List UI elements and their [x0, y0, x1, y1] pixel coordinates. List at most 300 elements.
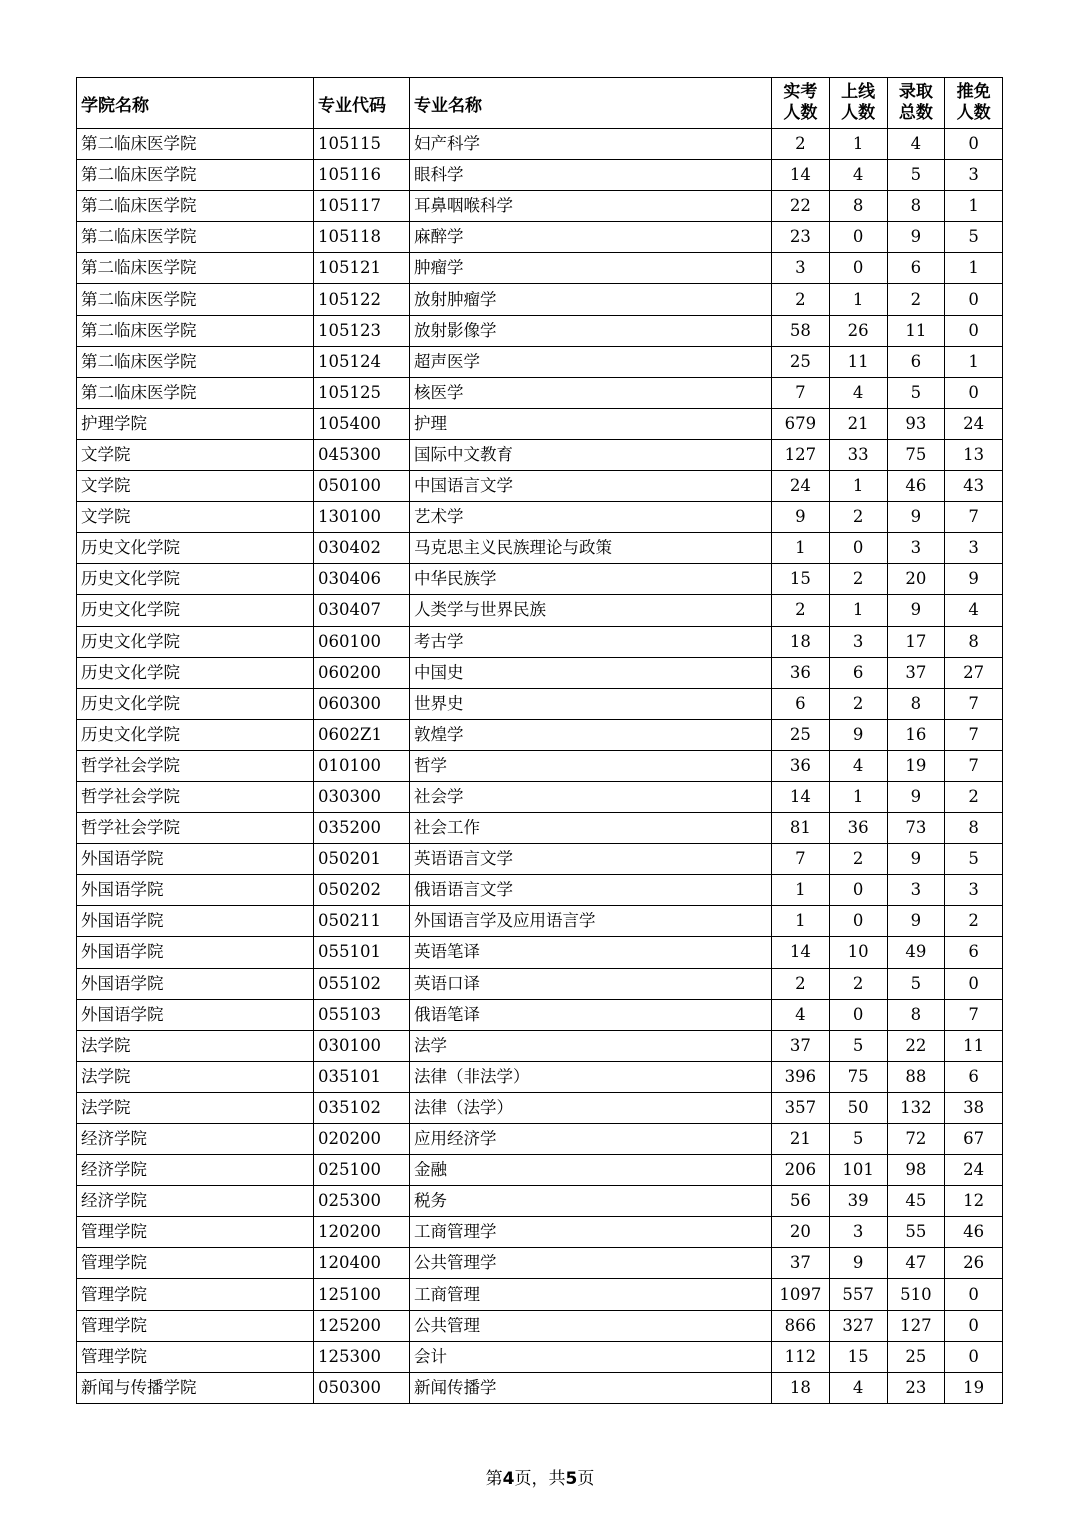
- cell-exempt-count: 5: [945, 844, 1003, 875]
- table-row: [77, 1341, 1003, 1372]
- cell-school-name: 管理学院: [77, 1279, 314, 1310]
- cell-exempt-count: 12: [945, 1186, 1003, 1217]
- cell-major-name: 人类学与世界民族: [410, 595, 772, 626]
- cell-exam-count: 2: [772, 129, 830, 160]
- cell-pass-count: 2: [829, 502, 887, 533]
- cell-pass-count: 2: [829, 968, 887, 999]
- cell-major-code: 055103: [314, 999, 410, 1030]
- cell-exempt-count: 7: [945, 750, 1003, 781]
- table-row: [77, 750, 1003, 781]
- cell-pass-count: 39: [829, 1186, 887, 1217]
- cell-exempt-count: 7: [945, 688, 1003, 719]
- table-row: [77, 564, 1003, 595]
- cell-pass-count: 26: [829, 315, 887, 346]
- cell-exam-count: 24: [772, 471, 830, 502]
- table-row: [77, 222, 1003, 253]
- cell-school-name: 第二临床医学院: [77, 191, 314, 222]
- header-row: [77, 78, 1003, 129]
- cell-exempt-count: 43: [945, 471, 1003, 502]
- cell-admit-total: 9: [887, 781, 945, 812]
- cell-major-code: 035200: [314, 813, 410, 844]
- header-admit-total: [887, 78, 945, 129]
- cell-admit-total: 3: [887, 875, 945, 906]
- cell-school-name: 法学院: [77, 1030, 314, 1061]
- footer-suffix: 页: [577, 1469, 595, 1489]
- cell-school-name: 管理学院: [77, 1248, 314, 1279]
- table-row: [77, 439, 1003, 470]
- table-row: [77, 1279, 1003, 1310]
- cell-exempt-count: 0: [945, 284, 1003, 315]
- cell-exempt-count: 0: [945, 315, 1003, 346]
- table-row: [77, 502, 1003, 533]
- table-row: [77, 719, 1003, 750]
- header-admit-total-line2: 总数: [898, 103, 933, 123]
- cell-exam-count: 22: [772, 191, 830, 222]
- cell-exam-count: 357: [772, 1092, 830, 1123]
- cell-exempt-count: 27: [945, 657, 1003, 688]
- cell-school-name: 管理学院: [77, 1341, 314, 1372]
- cell-major-name: 敦煌学: [410, 719, 772, 750]
- cell-major-name: 中国语言文学: [410, 471, 772, 502]
- cell-exam-count: 127: [772, 439, 830, 470]
- cell-exempt-count: 1: [945, 253, 1003, 284]
- cell-major-name: 英语口译: [410, 968, 772, 999]
- cell-exam-count: 15: [772, 564, 830, 595]
- table-row: [77, 408, 1003, 439]
- cell-pass-count: 33: [829, 439, 887, 470]
- cell-major-name: 法律（法学）: [410, 1092, 772, 1123]
- cell-school-name: 经济学院: [77, 1124, 314, 1155]
- cell-admit-total: 5: [887, 160, 945, 191]
- cell-exam-count: 6: [772, 688, 830, 719]
- cell-admit-total: 8: [887, 191, 945, 222]
- cell-major-name: 核医学: [410, 377, 772, 408]
- table-row: [77, 533, 1003, 564]
- cell-admit-total: 9: [887, 222, 945, 253]
- cell-exam-count: 112: [772, 1341, 830, 1372]
- table-row: [77, 1217, 1003, 1248]
- cell-pass-count: 101: [829, 1155, 887, 1186]
- table-row: [77, 315, 1003, 346]
- footer-total-pages: 5: [565, 1469, 578, 1489]
- cell-pass-count: 1: [829, 595, 887, 626]
- cell-exempt-count: 8: [945, 813, 1003, 844]
- cell-major-name: 艺术学: [410, 502, 772, 533]
- cell-major-name: 耳鼻咽喉科学: [410, 191, 772, 222]
- cell-school-name: 外国语学院: [77, 875, 314, 906]
- cell-exam-count: 25: [772, 346, 830, 377]
- cell-exam-count: 36: [772, 657, 830, 688]
- header-exam-count-line1: 实考: [783, 82, 818, 102]
- cell-major-name: 肿瘤学: [410, 253, 772, 284]
- cell-school-name: 文学院: [77, 502, 314, 533]
- cell-exam-count: 2: [772, 968, 830, 999]
- table-row: [77, 284, 1003, 315]
- cell-school-name: 经济学院: [77, 1186, 314, 1217]
- cell-exempt-count: 3: [945, 533, 1003, 564]
- cell-exempt-count: 6: [945, 937, 1003, 968]
- cell-pass-count: 1: [829, 284, 887, 315]
- cell-school-name: 第二临床医学院: [77, 253, 314, 284]
- cell-school-name: 文学院: [77, 439, 314, 470]
- table-row: [77, 160, 1003, 191]
- table-row: [77, 937, 1003, 968]
- cell-pass-count: 21: [829, 408, 887, 439]
- cell-exempt-count: 5: [945, 222, 1003, 253]
- cell-school-name: 外国语学院: [77, 999, 314, 1030]
- cell-exam-count: 206: [772, 1155, 830, 1186]
- cell-pass-count: 0: [829, 999, 887, 1030]
- cell-pass-count: 4: [829, 160, 887, 191]
- table-row: [77, 253, 1003, 284]
- cell-major-code: 030100: [314, 1030, 410, 1061]
- table-row: [77, 875, 1003, 906]
- cell-major-code: 030402: [314, 533, 410, 564]
- cell-exempt-count: 46: [945, 1217, 1003, 1248]
- cell-major-code: 105122: [314, 284, 410, 315]
- table-row: [77, 626, 1003, 657]
- cell-school-name: 历史文化学院: [77, 533, 314, 564]
- cell-admit-total: 22: [887, 1030, 945, 1061]
- cell-admit-total: 49: [887, 937, 945, 968]
- cell-admit-total: 98: [887, 1155, 945, 1186]
- cell-admit-total: 93: [887, 408, 945, 439]
- header-major-code: 专业代码: [314, 78, 410, 129]
- cell-major-code: 050201: [314, 844, 410, 875]
- cell-exam-count: 679: [772, 408, 830, 439]
- header-admit-total-line1: 录取: [898, 82, 933, 102]
- cell-exempt-count: 19: [945, 1372, 1003, 1403]
- cell-major-name: 中华民族学: [410, 564, 772, 595]
- cell-exempt-count: 0: [945, 1279, 1003, 1310]
- cell-major-code: 125100: [314, 1279, 410, 1310]
- cell-pass-count: 11: [829, 346, 887, 377]
- cell-exam-count: 37: [772, 1248, 830, 1279]
- cell-exam-count: 1097: [772, 1279, 830, 1310]
- cell-admit-total: 25: [887, 1341, 945, 1372]
- cell-exempt-count: 2: [945, 906, 1003, 937]
- cell-pass-count: 10: [829, 937, 887, 968]
- cell-exam-count: 3: [772, 253, 830, 284]
- table-row: [77, 346, 1003, 377]
- table-row: [77, 844, 1003, 875]
- cell-major-code: 120200: [314, 1217, 410, 1248]
- cell-exam-count: 14: [772, 160, 830, 191]
- cell-school-name: 外国语学院: [77, 937, 314, 968]
- table-row: [77, 377, 1003, 408]
- header-pass-count-line1: 上线: [841, 82, 876, 102]
- cell-major-code: 030300: [314, 781, 410, 812]
- cell-major-code: 045300: [314, 439, 410, 470]
- table-row: [77, 999, 1003, 1030]
- cell-major-code: 010100: [314, 750, 410, 781]
- cell-major-name: 新闻传播学: [410, 1372, 772, 1403]
- header-major-name: 专业名称: [410, 78, 772, 129]
- table-row: [77, 1124, 1003, 1155]
- table-row: [77, 129, 1003, 160]
- cell-exam-count: 23: [772, 222, 830, 253]
- cell-admit-total: 16: [887, 719, 945, 750]
- table-row: [77, 1310, 1003, 1341]
- cell-admit-total: 55: [887, 1217, 945, 1248]
- cell-major-code: 050100: [314, 471, 410, 502]
- cell-school-name: 法学院: [77, 1092, 314, 1123]
- cell-pass-count: 2: [829, 844, 887, 875]
- cell-major-code: 030407: [314, 595, 410, 626]
- cell-pass-count: 2: [829, 564, 887, 595]
- cell-admit-total: 73: [887, 813, 945, 844]
- cell-major-code: 050202: [314, 875, 410, 906]
- cell-exam-count: 396: [772, 1061, 830, 1092]
- cell-major-name: 国际中文教育: [410, 439, 772, 470]
- cell-exempt-count: 0: [945, 1310, 1003, 1341]
- cell-pass-count: 3: [829, 1217, 887, 1248]
- cell-school-name: 历史文化学院: [77, 564, 314, 595]
- cell-pass-count: 0: [829, 253, 887, 284]
- cell-school-name: 第二临床医学院: [77, 315, 314, 346]
- cell-exempt-count: 3: [945, 160, 1003, 191]
- cell-major-name: 社会工作: [410, 813, 772, 844]
- cell-major-code: 130100: [314, 502, 410, 533]
- cell-exam-count: 25: [772, 719, 830, 750]
- cell-exam-count: 21: [772, 1124, 830, 1155]
- cell-major-name: 法学: [410, 1030, 772, 1061]
- cell-exam-count: 18: [772, 1372, 830, 1403]
- page-footer: [0, 1464, 1080, 1489]
- cell-admit-total: 9: [887, 906, 945, 937]
- cell-major-code: 050211: [314, 906, 410, 937]
- cell-major-name: 放射肿瘤学: [410, 284, 772, 315]
- cell-exam-count: 2: [772, 284, 830, 315]
- cell-exam-count: 4: [772, 999, 830, 1030]
- cell-major-name: 会计: [410, 1341, 772, 1372]
- table-row: [77, 1061, 1003, 1092]
- cell-school-name: 历史文化学院: [77, 688, 314, 719]
- cell-major-name: 公共管理学: [410, 1248, 772, 1279]
- cell-exam-count: 20: [772, 1217, 830, 1248]
- footer-page-number: 4: [502, 1469, 515, 1489]
- table-row: [77, 191, 1003, 222]
- table-body: [77, 129, 1003, 1404]
- cell-pass-count: 4: [829, 1372, 887, 1403]
- cell-admit-total: 510: [887, 1279, 945, 1310]
- cell-major-name: 妇产科学: [410, 129, 772, 160]
- cell-pass-count: 1: [829, 471, 887, 502]
- cell-exempt-count: 2: [945, 781, 1003, 812]
- cell-school-name: 护理学院: [77, 408, 314, 439]
- cell-pass-count: 1: [829, 129, 887, 160]
- table-row: [77, 471, 1003, 502]
- cell-admit-total: 5: [887, 968, 945, 999]
- cell-major-code: 105400: [314, 408, 410, 439]
- cell-major-code: 035102: [314, 1092, 410, 1123]
- cell-exam-count: 9: [772, 502, 830, 533]
- cell-admit-total: 47: [887, 1248, 945, 1279]
- cell-exempt-count: 9: [945, 564, 1003, 595]
- table-row: [77, 1030, 1003, 1061]
- cell-major-name: 金融: [410, 1155, 772, 1186]
- cell-major-code: 060100: [314, 626, 410, 657]
- cell-exempt-count: 7: [945, 999, 1003, 1030]
- cell-major-code: 035101: [314, 1061, 410, 1092]
- table-row: [77, 1186, 1003, 1217]
- cell-exempt-count: 13: [945, 439, 1003, 470]
- cell-major-code: 105115: [314, 129, 410, 160]
- cell-admit-total: 6: [887, 346, 945, 377]
- cell-major-code: 050300: [314, 1372, 410, 1403]
- cell-exam-count: 37: [772, 1030, 830, 1061]
- cell-major-name: 税务: [410, 1186, 772, 1217]
- cell-school-name: 历史文化学院: [77, 595, 314, 626]
- cell-admit-total: 8: [887, 688, 945, 719]
- table-row: [77, 906, 1003, 937]
- cell-exempt-count: 8: [945, 626, 1003, 657]
- cell-admit-total: 8: [887, 999, 945, 1030]
- table-row: [77, 1248, 1003, 1279]
- cell-exam-count: 1: [772, 875, 830, 906]
- cell-exam-count: 14: [772, 937, 830, 968]
- cell-exempt-count: 11: [945, 1030, 1003, 1061]
- cell-admit-total: 127: [887, 1310, 945, 1341]
- cell-admit-total: 75: [887, 439, 945, 470]
- cell-admit-total: 46: [887, 471, 945, 502]
- table-row: [77, 688, 1003, 719]
- cell-exam-count: 14: [772, 781, 830, 812]
- cell-exempt-count: 24: [945, 408, 1003, 439]
- cell-major-code: 125200: [314, 1310, 410, 1341]
- cell-exempt-count: 24: [945, 1155, 1003, 1186]
- cell-exempt-count: 67: [945, 1124, 1003, 1155]
- cell-major-name: 英语笔译: [410, 937, 772, 968]
- admissions-table-wrapper: [76, 77, 1002, 1404]
- cell-pass-count: 0: [829, 906, 887, 937]
- cell-exam-count: 56: [772, 1186, 830, 1217]
- cell-exam-count: 1: [772, 906, 830, 937]
- cell-exempt-count: 1: [945, 191, 1003, 222]
- cell-admit-total: 9: [887, 844, 945, 875]
- cell-exempt-count: 0: [945, 129, 1003, 160]
- cell-exempt-count: 6: [945, 1061, 1003, 1092]
- cell-exempt-count: 26: [945, 1248, 1003, 1279]
- cell-exempt-count: 38: [945, 1092, 1003, 1123]
- cell-major-code: 105118: [314, 222, 410, 253]
- cell-exempt-count: 0: [945, 1341, 1003, 1372]
- cell-major-name: 公共管理: [410, 1310, 772, 1341]
- cell-major-name: 马克思主义民族理论与政策: [410, 533, 772, 564]
- cell-exam-count: 1: [772, 533, 830, 564]
- cell-admit-total: 45: [887, 1186, 945, 1217]
- table-row: [77, 781, 1003, 812]
- table-row: [77, 1092, 1003, 1123]
- cell-pass-count: 4: [829, 377, 887, 408]
- cell-pass-count: 0: [829, 533, 887, 564]
- cell-major-code: 105117: [314, 191, 410, 222]
- table-row: [77, 968, 1003, 999]
- cell-major-code: 060200: [314, 657, 410, 688]
- cell-major-name: 俄语语言文学: [410, 875, 772, 906]
- cell-admit-total: 11: [887, 315, 945, 346]
- cell-major-name: 考古学: [410, 626, 772, 657]
- cell-pass-count: 9: [829, 719, 887, 750]
- cell-admit-total: 2: [887, 284, 945, 315]
- cell-exam-count: 18: [772, 626, 830, 657]
- cell-pass-count: 1: [829, 781, 887, 812]
- cell-major-code: 0602Z1: [314, 719, 410, 750]
- cell-major-code: 120400: [314, 1248, 410, 1279]
- cell-pass-count: 0: [829, 875, 887, 906]
- cell-exam-count: 81: [772, 813, 830, 844]
- cell-admit-total: 4: [887, 129, 945, 160]
- table-header: [77, 78, 1003, 129]
- cell-major-code: 105121: [314, 253, 410, 284]
- cell-major-name: 英语语言文学: [410, 844, 772, 875]
- cell-exempt-count: 0: [945, 968, 1003, 999]
- cell-pass-count: 6: [829, 657, 887, 688]
- table-row: [77, 1372, 1003, 1403]
- cell-pass-count: 327: [829, 1310, 887, 1341]
- cell-pass-count: 36: [829, 813, 887, 844]
- cell-school-name: 哲学社会学院: [77, 781, 314, 812]
- header-exempt-count: [945, 78, 1003, 129]
- cell-exam-count: 2: [772, 595, 830, 626]
- cell-major-name: 哲学: [410, 750, 772, 781]
- cell-pass-count: 0: [829, 222, 887, 253]
- cell-major-name: 社会学: [410, 781, 772, 812]
- cell-admit-total: 19: [887, 750, 945, 781]
- cell-major-name: 法律（非法学）: [410, 1061, 772, 1092]
- cell-school-name: 外国语学院: [77, 906, 314, 937]
- cell-school-name: 历史文化学院: [77, 657, 314, 688]
- cell-school-name: 外国语学院: [77, 844, 314, 875]
- table-row: [77, 657, 1003, 688]
- cell-admit-total: 3: [887, 533, 945, 564]
- cell-major-name: 俄语笔译: [410, 999, 772, 1030]
- header-exempt-count-line1: 推免: [956, 82, 991, 102]
- header-exam-count: [772, 78, 830, 129]
- cell-school-name: 第二临床医学院: [77, 222, 314, 253]
- cell-major-name: 麻醉学: [410, 222, 772, 253]
- cell-exempt-count: 7: [945, 719, 1003, 750]
- table-row: [77, 813, 1003, 844]
- cell-pass-count: 4: [829, 750, 887, 781]
- cell-major-code: 030406: [314, 564, 410, 595]
- cell-school-name: 文学院: [77, 471, 314, 502]
- cell-major-code: 105124: [314, 346, 410, 377]
- cell-admit-total: 23: [887, 1372, 945, 1403]
- cell-exam-count: 7: [772, 844, 830, 875]
- header-exam-count-line2: 人数: [783, 103, 818, 123]
- header-pass-count: [829, 78, 887, 129]
- cell-admit-total: 17: [887, 626, 945, 657]
- cell-school-name: 历史文化学院: [77, 626, 314, 657]
- cell-major-code: 060300: [314, 688, 410, 719]
- cell-school-name: 经济学院: [77, 1155, 314, 1186]
- cell-major-code: 020200: [314, 1124, 410, 1155]
- cell-pass-count: 2: [829, 688, 887, 719]
- cell-exempt-count: 7: [945, 502, 1003, 533]
- footer-prefix: 第: [485, 1469, 503, 1489]
- cell-major-code: 105116: [314, 160, 410, 191]
- cell-major-code: 055101: [314, 937, 410, 968]
- cell-major-code: 105123: [314, 315, 410, 346]
- cell-admit-total: 88: [887, 1061, 945, 1092]
- header-school-name: 学院名称: [77, 78, 314, 129]
- cell-school-name: 第二临床医学院: [77, 346, 314, 377]
- cell-pass-count: 5: [829, 1030, 887, 1061]
- cell-pass-count: 15: [829, 1341, 887, 1372]
- cell-admit-total: 37: [887, 657, 945, 688]
- cell-major-code: 025300: [314, 1186, 410, 1217]
